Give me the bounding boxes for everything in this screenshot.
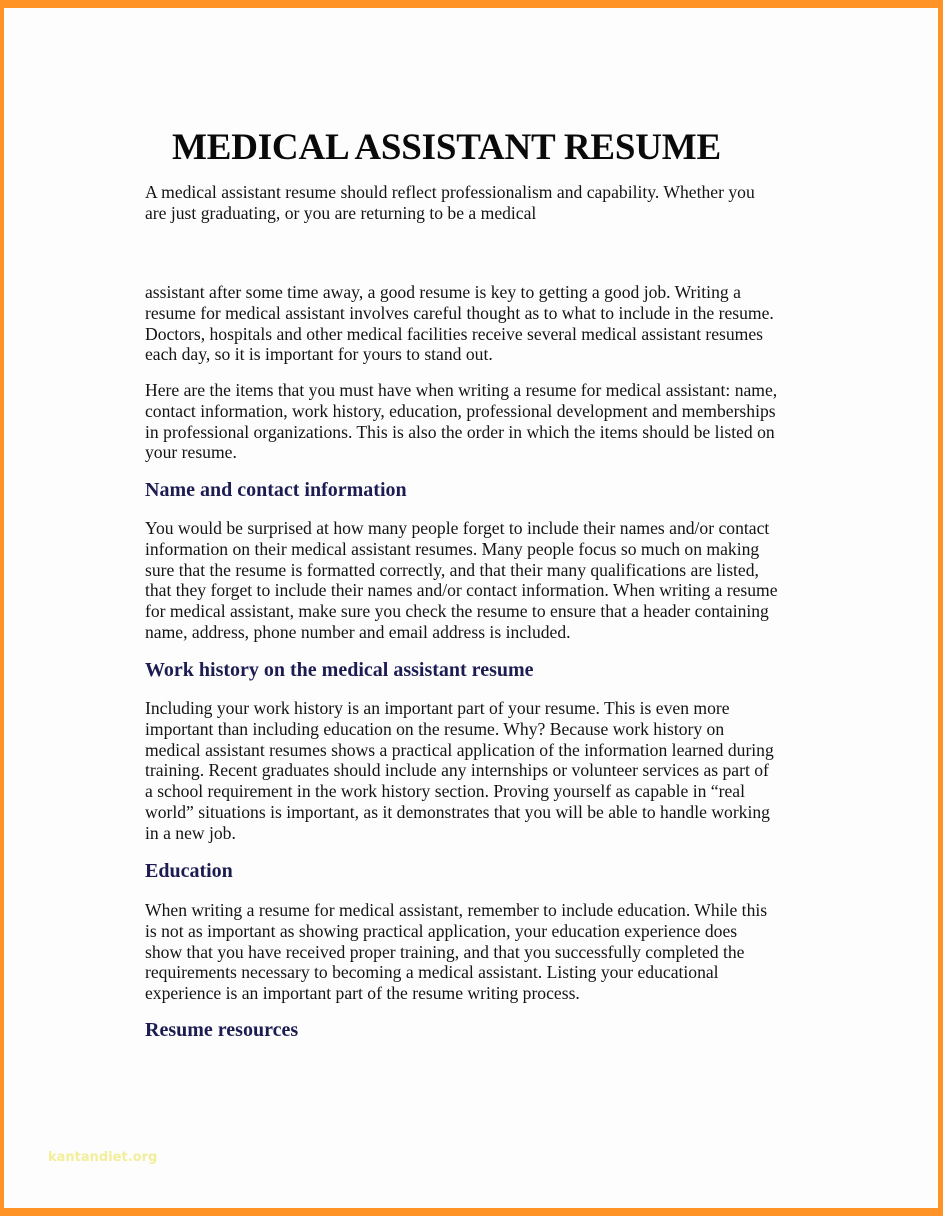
text-line: in a new job. — [145, 822, 236, 843]
text-line: You would be surprised at how many people forget to include their names and/or contact — [145, 518, 770, 538]
items-paragraph — [145, 380, 810, 463]
text-line: requirements necessary to becoming a medical assistant. Listing your educational — [145, 962, 719, 983]
text-line: each day, so it is important for yours to stand out. — [145, 344, 493, 365]
section-heading-work-history: Work history on the medical assistant resume — [145, 659, 534, 681]
text-line: medical assistant resumes shows a practical application of the information learned during — [145, 739, 774, 760]
page-title: MEDICAL ASSISTANT RESUME — [172, 127, 721, 168]
text-line: are just graduating, or you are returning to be a medical — [145, 202, 537, 223]
text-line: training. Recent graduates should include any internships or volunteer services as part of — [145, 760, 769, 781]
text-line: in professional organizations. This is also the order in which the items should be listed on — [145, 421, 775, 442]
text-line: A medical assistant resume should reflect professionalism and capability. Whether you — [145, 182, 755, 202]
text-line: experience is an important part of the resume writing process. — [145, 983, 580, 1004]
text-line: assistant after some time away, a good resume is key to getting a good job. Writing a — [145, 282, 741, 302]
text-line: important than including education on the resume. Why? Because work history on — [145, 718, 725, 739]
text-line: contact information, work history, education, professional development and memberships — [145, 400, 776, 421]
text-line: Doctors, hospitals and other medical facilities receive several medical assistant resumes — [145, 323, 764, 344]
section-body-work-history — [145, 698, 810, 844]
text-line: When writing a resume for medical assistant, remember to include education. While this — [145, 900, 768, 920]
section-heading-name-contact: Name and contact information — [145, 479, 407, 501]
text-line: show that you have received proper training, and that you successfully completed the — [145, 941, 745, 962]
section-body-education — [145, 900, 810, 1004]
text-line: for medical assistant, make sure you check the resume to ensure that a header containing — [145, 601, 769, 622]
section-heading-education: Education — [145, 860, 233, 882]
text-line: world” situations is important, as it demonstrates that you will be able to handle working — [145, 801, 770, 822]
text-line: information on their medical assistant resumes. Many people focus so much on making — [145, 538, 760, 559]
text-line: resume for medical assistant involves careful thought as to what to include in the resume. — [145, 302, 774, 323]
watermark: kantandiet.org — [48, 1150, 158, 1165]
text-line: name, address, phone number and email address is included. — [145, 621, 571, 642]
text-line: your resume. — [145, 442, 237, 463]
section-body-name-contact — [145, 518, 810, 643]
text-line: Including your work history is an important part of your resume. This is even more — [145, 698, 730, 718]
document-page — [4, 8, 938, 1208]
text-line: sure that the resume is formatted correctly, and that their many qualifications are listed, — [145, 559, 759, 580]
intro-continued-paragraph — [145, 282, 810, 365]
text-line: a school requirement in the work history section. Proving yourself as capable in “real — [145, 781, 745, 802]
text-line: Here are the items that you must have when writing a resume for medical assistant: name, — [145, 380, 778, 400]
section-heading-resume-resources: Resume resources — [145, 1019, 299, 1041]
intro-paragraph — [145, 182, 810, 224]
text-line: is not as important as showing practical application, your education experience does — [145, 920, 738, 941]
text-line: that they forget to include their names and/or contact information. When writing a resume — [145, 580, 778, 601]
